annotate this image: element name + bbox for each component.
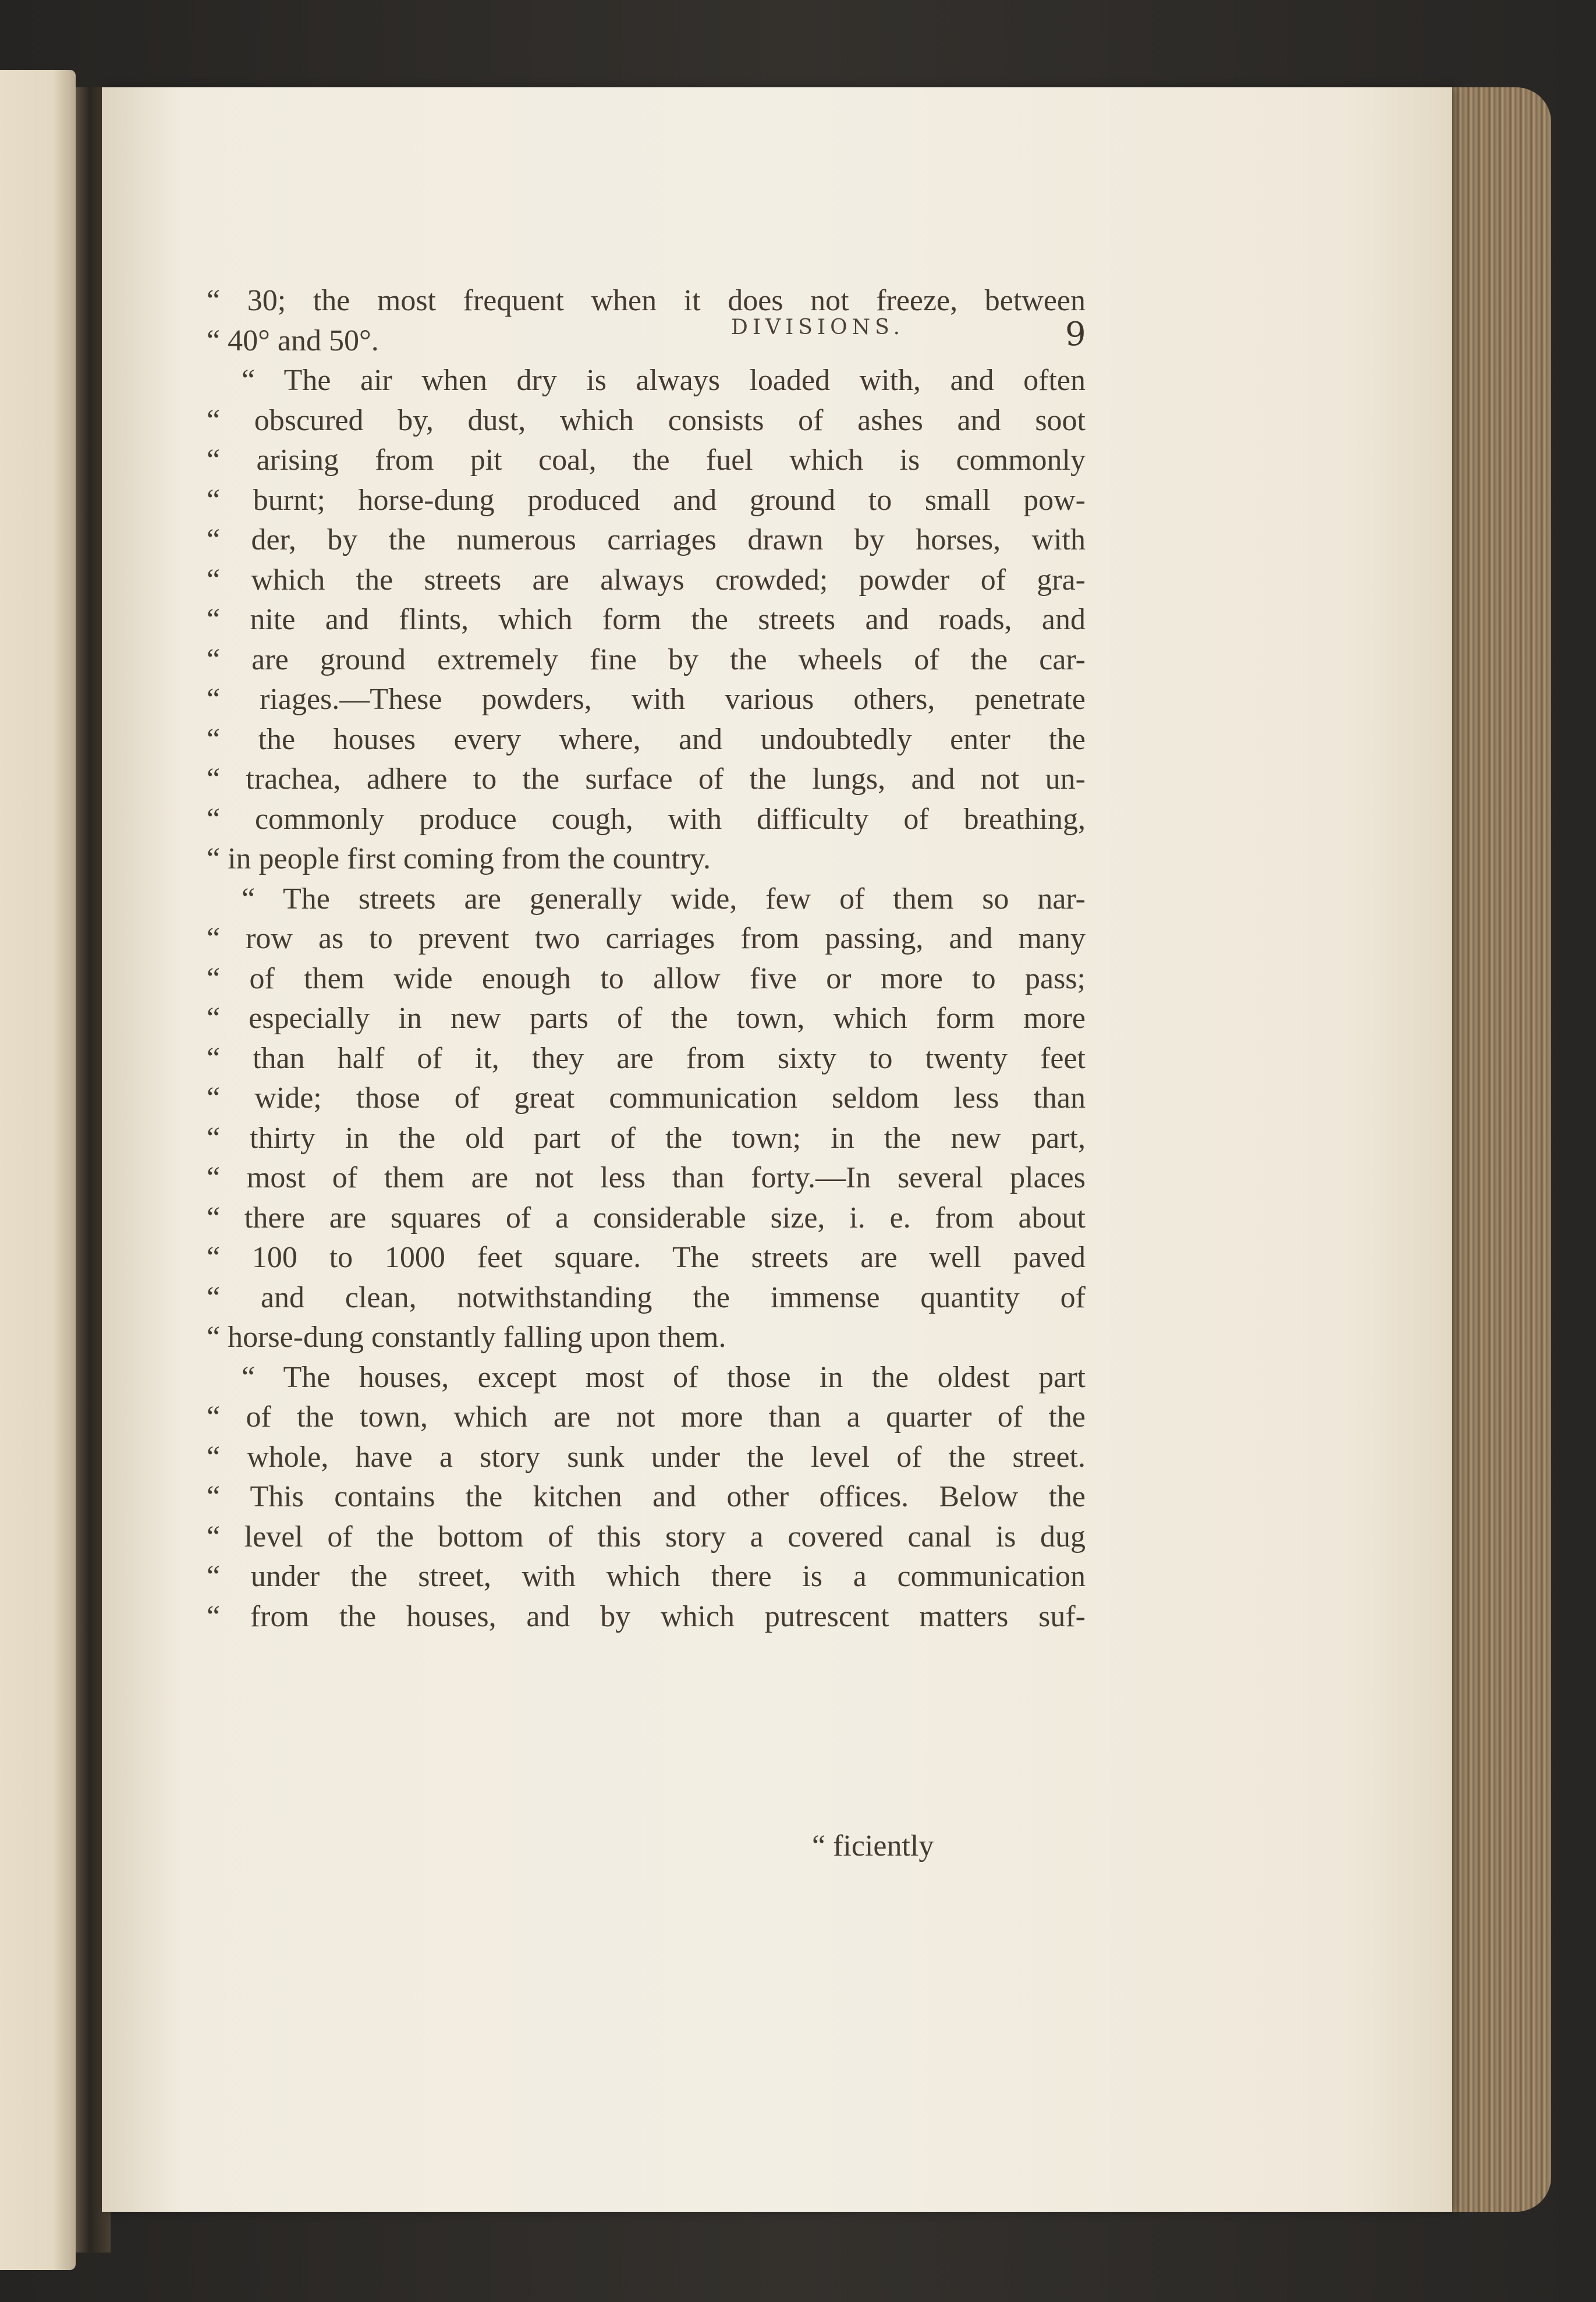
text-line: “ row as to prevent two carriages from passing, and many (207, 922, 1086, 955)
text-line: “ This contains the kitchen and other offices. Below the (207, 1480, 1086, 1513)
left-page-edge (0, 70, 76, 2270)
text-line: “ riages.—These powders, with various others, penetrate (207, 683, 1086, 716)
catchword: “ ficiently (812, 1829, 934, 1863)
text-line: “ 30; the most frequent when it does not freeze, between (207, 284, 1086, 317)
text-line: “ level of the bottom of this story a covered canal is dug (207, 1520, 1086, 1553)
text-line: “ under the street, with which there is a communication (207, 1560, 1086, 1593)
text-line: “ the houses every where, and undoubtedly enter the (207, 722, 1086, 756)
text-line: “ there are squares of a considerable size, i. e. from about (207, 1201, 1086, 1235)
text-line: “ The streets are generally wide, few of them so nar- (242, 882, 1086, 916)
body-text (207, 281, 1086, 1637)
text-line: “ of the town, which are not more than a quarter of the (207, 1400, 1086, 1434)
running-head: DIVISIONS. (730, 315, 905, 339)
text-line: “ thirty in the old part of the town; in the new part, (207, 1121, 1086, 1155)
text-line: “ of them wide enough to allow five or more to pass; (207, 962, 1086, 995)
text-line: “ which the streets are always crowded; powder of gra- (207, 563, 1086, 597)
text-line: “ arising from pit coal, the fuel which is commonly (207, 444, 1086, 477)
text-line: “ 40° and 50°. (207, 324, 379, 357)
text-line: “ 100 to 1000 feet square. The streets are well paved (207, 1241, 1086, 1274)
text-line: “ burnt; horse-dung produced and ground to small pow- (207, 483, 1086, 517)
text-line: “ The houses, except most of those in the oldest part (242, 1360, 1086, 1394)
text-line: “ and clean, notwithstanding the immense quantity of (207, 1281, 1086, 1314)
text-line: “ especially in new parts of the town, which form more (207, 1002, 1086, 1035)
text-line: “ wide; those of great communication seldom less than (207, 1081, 1086, 1115)
text-line: “ der, by the numerous carriages drawn by horses, with (207, 523, 1086, 556)
text-line: “ trachea, adhere to the surface of the lungs, and not un- (207, 762, 1086, 796)
text-line: “ horse-dung constantly falling upon them. (207, 1321, 726, 1354)
text-line: “ from the houses, and by which putrescent matters suf- (207, 1599, 1086, 1633)
page-number: 9 (1065, 315, 1086, 353)
text-line: “ are ground extremely fine by the wheels of the car- (207, 643, 1086, 676)
text-line: “ nite and flints, which form the streets and roads, and (207, 603, 1086, 636)
text-line: “ than half of it, they are from sixty to twenty feet (207, 1041, 1086, 1075)
text-line: “ obscured by, dust, which consists of ashes and soot (207, 403, 1086, 437)
text-line: “ commonly produce cough, with difficulty of breathing, (207, 802, 1086, 836)
text-line: “ The air when dry is always loaded with, and often (242, 364, 1086, 397)
text-line: “ whole, have a story sunk under the level of the street. (207, 1440, 1086, 1474)
text-line: “ most of them are not less than forty.—In several places (207, 1161, 1086, 1194)
text-line: “ in people first coming from the country. (207, 842, 711, 875)
